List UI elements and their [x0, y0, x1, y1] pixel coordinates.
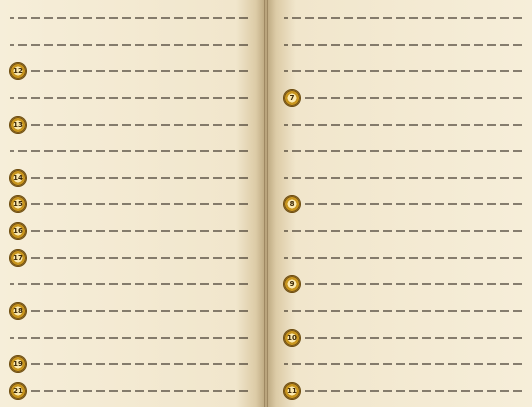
- text-line: [282, 86, 524, 110]
- line-text: [302, 379, 524, 403]
- text-placeholder: [10, 337, 248, 339]
- ayah-end-medallion-icon: 13: [10, 117, 26, 133]
- text-line: [8, 246, 250, 270]
- text-line: [8, 33, 250, 57]
- text-placeholder: [10, 97, 248, 99]
- text-placeholder: [10, 17, 248, 19]
- text-placeholder: [30, 203, 248, 205]
- line-text: [28, 352, 250, 376]
- line-text: [28, 299, 250, 323]
- text-placeholder: [30, 310, 248, 312]
- text-line: [8, 272, 250, 296]
- text-line: [8, 352, 250, 376]
- text-placeholder: [284, 230, 522, 232]
- text-line: [8, 166, 250, 190]
- text-line: [282, 192, 524, 216]
- line-text: [28, 379, 250, 403]
- line-text: [282, 59, 524, 83]
- ayah-end-medallion-icon: 15: [10, 196, 26, 212]
- line-text: [8, 86, 250, 110]
- line-text: [8, 6, 250, 30]
- line-text: [282, 33, 524, 57]
- line-text: [28, 113, 250, 137]
- text-line: [282, 272, 524, 296]
- ayah-end-medallion-icon: 17: [10, 250, 26, 266]
- ayah-end-medallion-icon: 19: [10, 356, 26, 372]
- line-text: [282, 6, 524, 30]
- line-text: [282, 219, 524, 243]
- text-placeholder: [284, 363, 522, 365]
- text-placeholder: [304, 203, 522, 205]
- ayah-end-medallion-icon: 18: [10, 303, 26, 319]
- ayah-end-medallion-icon: 12: [10, 63, 26, 79]
- text-placeholder: [284, 124, 522, 126]
- text-placeholder: [304, 97, 522, 99]
- text-line: [8, 59, 250, 83]
- line-text: [282, 246, 524, 270]
- text-placeholder: [30, 390, 248, 392]
- line-text: [28, 219, 250, 243]
- line-text: [282, 166, 524, 190]
- text-line: [8, 139, 250, 163]
- text-line: [282, 113, 524, 137]
- text-placeholder: [304, 390, 522, 392]
- line-text: [302, 326, 524, 350]
- ayah-end-medallion-icon: 10: [284, 330, 300, 346]
- text-placeholder: [30, 257, 248, 259]
- text-placeholder: [304, 283, 522, 285]
- ayah-end-medallion-icon: 9: [284, 276, 300, 292]
- text-placeholder: [284, 70, 522, 72]
- ayah-end-medallion-icon: 11: [284, 383, 300, 399]
- line-text: [28, 59, 250, 83]
- ayah-end-medallion-icon: 21: [10, 383, 26, 399]
- text-line: [8, 219, 250, 243]
- text-line: [8, 379, 250, 403]
- text-placeholder: [304, 337, 522, 339]
- line-text: [8, 139, 250, 163]
- line-text: [8, 272, 250, 296]
- text-line: [282, 299, 524, 323]
- text-line: [282, 139, 524, 163]
- text-line: [8, 113, 250, 137]
- line-text: [28, 246, 250, 270]
- text-placeholder: [284, 257, 522, 259]
- line-text: [282, 113, 524, 137]
- line-text: [302, 86, 524, 110]
- line-text: [8, 326, 250, 350]
- text-line: [8, 192, 250, 216]
- ayah-end-medallion-icon: 14: [10, 170, 26, 186]
- text-placeholder: [284, 310, 522, 312]
- line-text: [282, 299, 524, 323]
- text-line: [282, 6, 524, 30]
- text-line: [282, 326, 524, 350]
- text-placeholder: [30, 124, 248, 126]
- text-placeholder: [30, 230, 248, 232]
- line-text: [282, 139, 524, 163]
- text-line: [282, 246, 524, 270]
- ayah-end-medallion-icon: 16: [10, 223, 26, 239]
- text-line: [8, 6, 250, 30]
- ayah-end-medallion-icon: 7: [284, 90, 300, 106]
- text-placeholder: [30, 363, 248, 365]
- line-text: [28, 166, 250, 190]
- text-placeholder: [10, 283, 248, 285]
- text-line: [8, 326, 250, 350]
- line-text: [302, 272, 524, 296]
- text-placeholder: [30, 70, 248, 72]
- right-page: [266, 0, 532, 407]
- text-placeholder: [284, 177, 522, 179]
- text-placeholder: [284, 17, 522, 19]
- text-line: [8, 86, 250, 110]
- text-line: [282, 166, 524, 190]
- text-placeholder: [10, 150, 248, 152]
- text-line: [282, 352, 524, 376]
- page-gutter: [264, 0, 268, 407]
- text-placeholder: [10, 44, 248, 46]
- text-line: [282, 33, 524, 57]
- line-text: [8, 33, 250, 57]
- text-placeholder: [284, 150, 522, 152]
- text-line: [8, 299, 250, 323]
- line-text: [28, 192, 250, 216]
- text-placeholder: [30, 177, 248, 179]
- text-line: [282, 219, 524, 243]
- text-placeholder: [284, 44, 522, 46]
- text-line: [282, 59, 524, 83]
- line-text: [302, 192, 524, 216]
- ayah-end-medallion-icon: 8: [284, 196, 300, 212]
- line-text: [282, 352, 524, 376]
- text-line: [282, 379, 524, 403]
